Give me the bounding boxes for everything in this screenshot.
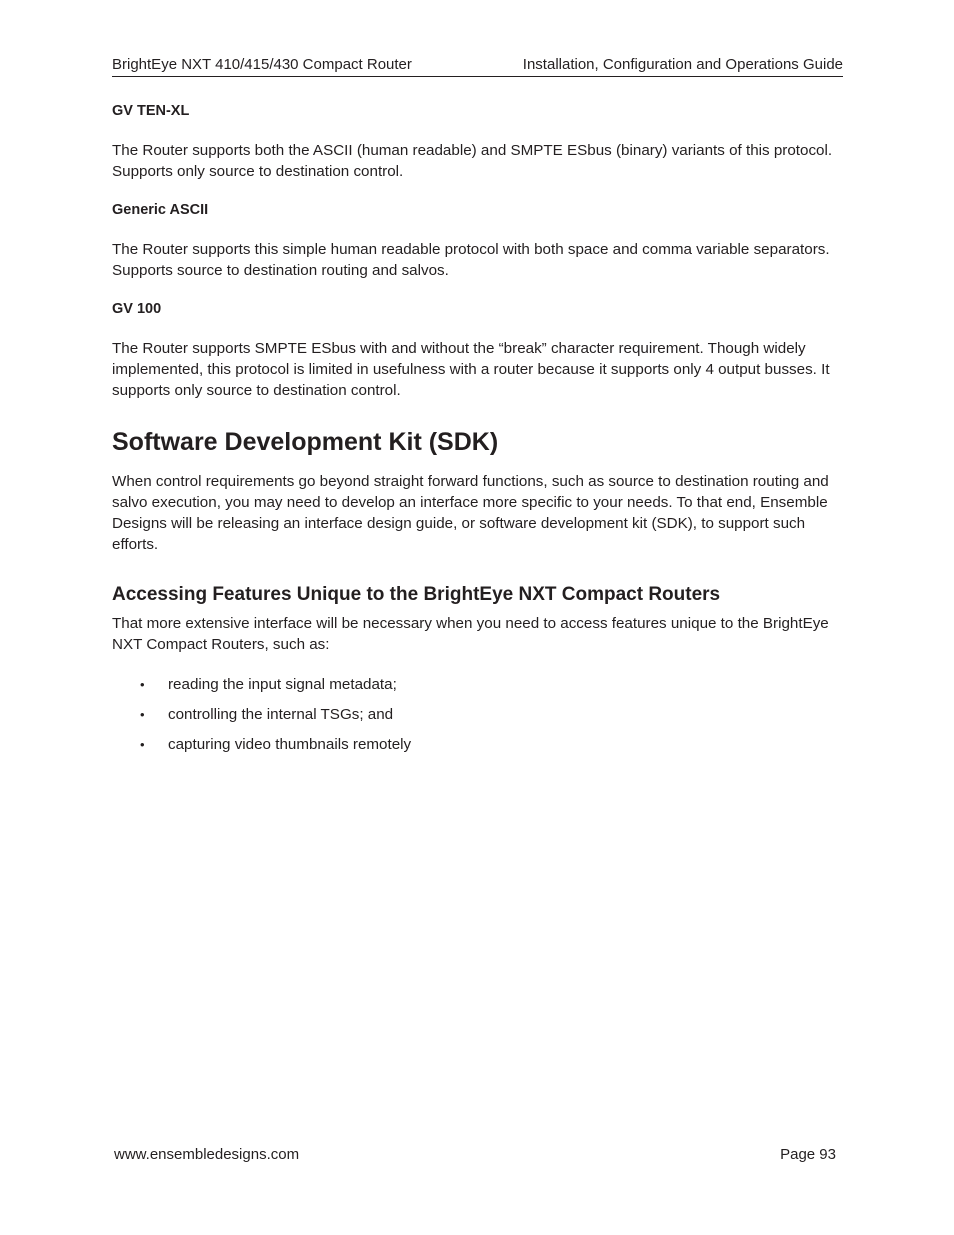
list-item xyxy=(112,705,847,725)
bullet-icon: • xyxy=(140,737,145,752)
list-item xyxy=(112,675,847,695)
generic-ascii-paragraph: The Router supports this simple human readable protocol with both space and comma variable separators. Supports source to destination routing and salvos. xyxy=(112,241,830,279)
generic-ascii-heading: Generic ASCII xyxy=(112,202,209,218)
gv-ten-xl-heading: GV TEN-XL xyxy=(112,103,190,119)
unique-features-heading: Accessing Features Unique to the BrightEye NXT Compact Routers xyxy=(112,584,721,605)
list-item xyxy=(112,735,847,755)
header-guide-title: Installation, Configuration and Operations Guide xyxy=(522,56,843,73)
features-list xyxy=(112,675,847,755)
footer-page-number: Page 93 xyxy=(780,1146,836,1163)
gv-100-heading: GV 100 xyxy=(112,301,162,317)
list-item-text: controlling the internal TSGs; and xyxy=(168,706,394,723)
bullet-icon: • xyxy=(140,707,145,722)
sdk-paragraph: When control requirements go beyond straight forward functions, such as source to destination routing and salvo execution, you may need to develop an interface more specific to your needs. To that end, Ensemble Designs will be releasing an interface design guide, or software development kit (SDK), to support such efforts. xyxy=(112,473,829,553)
gv-ten-xl-paragraph: The Router supports both the ASCII (human readable) and SMPTE ESbus (binary) variants of this protocol. Supports only source to destination control. xyxy=(112,142,833,180)
gv-100-paragraph: The Router supports SMPTE ESbus with and without the “break” character requirement. Though widely implemented, this protocol is limited in usefulness with a router because it supports only 4 output busses. It supports only source to destination control. xyxy=(112,340,830,399)
page-header xyxy=(112,54,843,77)
sdk-heading: Software Development Kit (SDK) xyxy=(112,428,499,456)
bullet-icon: • xyxy=(140,677,145,692)
list-item-text: capturing video thumbnails remotely xyxy=(168,736,412,753)
page-content xyxy=(112,101,847,765)
footer-website: www.ensembledesigns.com xyxy=(114,1146,300,1163)
header-document-title: BrightEye NXT 410/415/430 Compact Router xyxy=(112,56,412,73)
list-item-text: reading the input signal metadata; xyxy=(168,676,397,693)
unique-features-paragraph: That more extensive interface will be necessary when you need to access features unique to the BrightEye NXT Compact Routers, such as: xyxy=(112,615,829,653)
